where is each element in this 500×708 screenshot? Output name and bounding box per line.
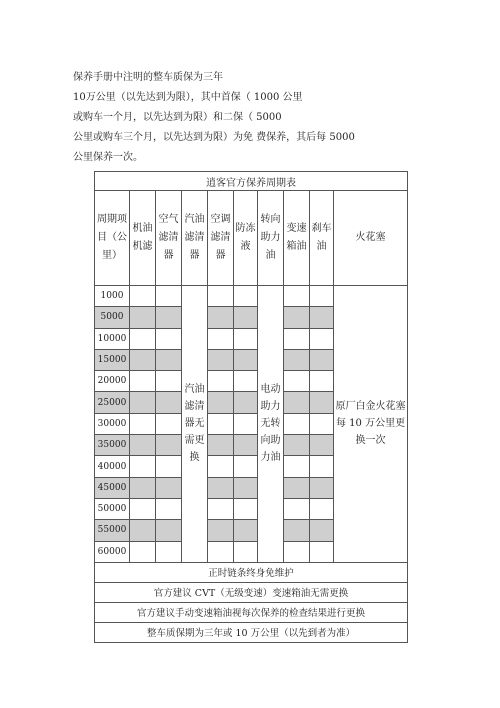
air-filter-cell	[156, 328, 182, 349]
antifreeze-cell	[234, 349, 258, 370]
brake-fluid-cell	[310, 371, 334, 392]
mileage-cell: 15000	[95, 349, 130, 370]
trans-oil-cell	[284, 498, 310, 519]
ac-filter-cell	[208, 328, 234, 349]
ac-filter-cell	[208, 435, 234, 456]
ac-filter-cell	[208, 371, 234, 392]
header-antifreeze: 防冻液	[234, 191, 258, 286]
ac-filter-cell	[208, 498, 234, 519]
ac-filter-cell	[208, 392, 234, 413]
ac-filter-cell	[208, 477, 234, 498]
note-cell: 官方建议手动变速箱油视每次保养的检查结果进行更换	[95, 602, 408, 622]
oil-filter-cell	[130, 541, 156, 562]
fuel-filter-merged-cell: 汽油滤清器无需更换	[182, 286, 208, 563]
ac-filter-cell	[208, 307, 234, 328]
ac-filter-cell	[208, 541, 234, 562]
antifreeze-cell	[234, 456, 258, 477]
mileage-cell: 25000	[95, 392, 130, 413]
brake-fluid-cell	[310, 349, 334, 370]
note-row	[95, 622, 408, 642]
brake-fluid-cell	[310, 520, 334, 541]
trans-oil-cell	[284, 286, 310, 307]
antifreeze-cell	[234, 498, 258, 519]
intro-line: 公里保养一次。	[73, 152, 143, 163]
oil-filter-cell	[130, 498, 156, 519]
antifreeze-cell	[234, 371, 258, 392]
brake-fluid-cell	[310, 413, 334, 434]
mileage-cell: 50000	[95, 498, 130, 519]
air-filter-cell	[156, 541, 182, 562]
header-fuel-filter: 汽油滤清器	[182, 191, 208, 286]
air-filter-cell	[156, 520, 182, 541]
air-filter-cell	[156, 498, 182, 519]
air-filter-cell	[156, 413, 182, 434]
ac-filter-cell	[208, 520, 234, 541]
oil-filter-cell	[130, 371, 156, 392]
note-row	[95, 582, 408, 602]
brake-fluid-cell	[310, 392, 334, 413]
intro-line: 10万公里（以先达到为限），其中首保（ 1000 公里	[73, 92, 303, 103]
header-air-filter: 空气滤清器	[156, 191, 182, 286]
antifreeze-cell	[234, 413, 258, 434]
maintenance-schedule-table	[94, 171, 408, 643]
header-ac-filter: 空调滤清器	[208, 191, 234, 286]
ac-filter-cell	[208, 286, 234, 307]
intro-line: 保养手册中注明的整车质保为三年	[73, 72, 223, 83]
air-filter-cell	[156, 349, 182, 370]
mileage-cell: 20000	[95, 371, 130, 392]
ac-filter-cell	[208, 456, 234, 477]
antifreeze-cell	[234, 435, 258, 456]
mileage-cell: 10000	[95, 328, 130, 349]
oil-filter-cell	[130, 392, 156, 413]
oil-filter-cell	[130, 520, 156, 541]
header-oil-filter: 机油机滤	[130, 191, 156, 286]
trans-oil-cell	[284, 456, 310, 477]
brake-fluid-cell	[310, 307, 334, 328]
trans-oil-cell	[284, 392, 310, 413]
air-filter-cell	[156, 307, 182, 328]
ac-filter-cell	[208, 349, 234, 370]
header-steering-fluid: 转向助力油	[258, 191, 284, 286]
oil-filter-cell	[130, 307, 156, 328]
mileage-cell: 5000	[95, 307, 130, 328]
mileage-cell: 55000	[95, 520, 130, 541]
brake-fluid-cell	[310, 328, 334, 349]
trans-oil-cell	[284, 413, 310, 434]
air-filter-cell	[156, 456, 182, 477]
table-row	[95, 286, 408, 307]
antifreeze-cell	[234, 392, 258, 413]
note-row	[95, 562, 408, 582]
note-cell: 整车质保期为三年或 10 万公里（以先到者为准）	[95, 622, 408, 642]
antifreeze-cell	[234, 328, 258, 349]
trans-oil-cell	[284, 307, 310, 328]
trans-oil-cell	[284, 520, 310, 541]
mileage-cell: 35000	[95, 435, 130, 456]
trans-oil-cell	[284, 371, 310, 392]
oil-filter-cell	[130, 328, 156, 349]
oil-filter-cell	[130, 435, 156, 456]
air-filter-cell	[156, 477, 182, 498]
table-title: 逍客官方保养周期表	[95, 172, 408, 191]
mileage-cell: 45000	[95, 477, 130, 498]
mileage-cell: 1000	[95, 286, 130, 307]
antifreeze-cell	[234, 520, 258, 541]
oil-filter-cell	[130, 413, 156, 434]
air-filter-cell	[156, 286, 182, 307]
header-brake-fluid: 刹车油	[310, 191, 334, 286]
header-spark-plug: 火花塞	[334, 191, 408, 286]
note-cell: 正时链条终身免维护	[95, 562, 408, 582]
trans-oil-cell	[284, 349, 310, 370]
oil-filter-cell	[130, 286, 156, 307]
note-row	[95, 602, 408, 622]
ac-filter-cell	[208, 413, 234, 434]
header-trans-oil: 变速箱油	[284, 191, 310, 286]
oil-filter-cell	[130, 349, 156, 370]
mileage-cell: 40000	[95, 456, 130, 477]
spark-plug-merged-cell: 原厂白金火花塞每 10 万公里更换一次	[334, 286, 408, 563]
header-period: 周期项目（公里）	[95, 191, 130, 286]
mileage-cell: 60000	[95, 541, 130, 562]
antifreeze-cell	[234, 477, 258, 498]
brake-fluid-cell	[310, 498, 334, 519]
intro-line: 或购车一个月，以先达到为限）和二保（ 5000	[73, 112, 282, 123]
oil-filter-cell	[130, 477, 156, 498]
brake-fluid-cell	[310, 286, 334, 307]
brake-fluid-cell	[310, 541, 334, 562]
mileage-cell: 30000	[95, 413, 130, 434]
air-filter-cell	[156, 435, 182, 456]
antifreeze-cell	[234, 307, 258, 328]
trans-oil-cell	[284, 435, 310, 456]
brake-fluid-cell	[310, 477, 334, 498]
oil-filter-cell	[130, 456, 156, 477]
air-filter-cell	[156, 392, 182, 413]
trans-oil-cell	[284, 328, 310, 349]
trans-oil-cell	[284, 477, 310, 498]
intro-line: 公里或购车三个月，以先达到为限）为免 费保养，其后每 5000	[73, 132, 355, 143]
brake-fluid-cell	[310, 456, 334, 477]
antifreeze-cell	[234, 541, 258, 562]
steering-fluid-merged-cell: 电动助力无转向助力油	[258, 286, 284, 563]
trans-oil-cell	[284, 541, 310, 562]
note-cell: 官方建议 CVT（无级变速）变速箱油无需更换	[95, 582, 408, 602]
intro-paragraph	[73, 68, 355, 168]
air-filter-cell	[156, 371, 182, 392]
antifreeze-cell	[234, 286, 258, 307]
brake-fluid-cell	[310, 435, 334, 456]
